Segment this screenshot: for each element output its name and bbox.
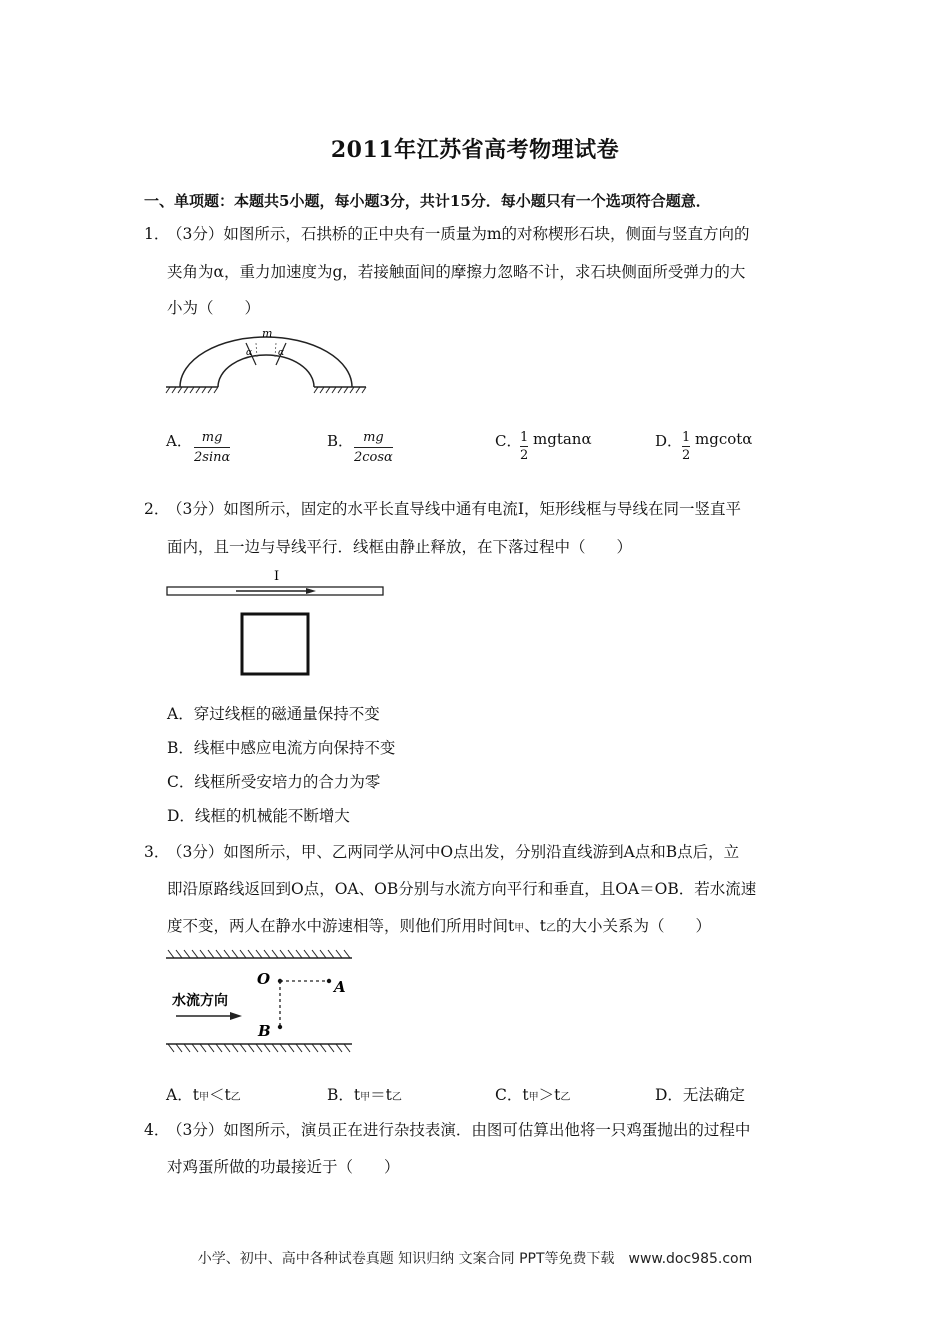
q3-line-3: 度不变，两人在静水中游速相等，则他们所用时间t甲、t乙的大小关系为（ ） [167, 917, 711, 935]
q3-label-o: O [257, 970, 271, 988]
q1-option-d-letter: D． [655, 432, 683, 450]
q1-option-c-fraction: 1 2 [520, 430, 529, 463]
q3-line-2: 即沿原路线返回到O点，OA、OB分别与水流方向平行和垂直，且OA＝OB．若水流速 [167, 880, 757, 898]
q1-option-d-text: mgcotα [695, 430, 753, 448]
q3-option-b: B．t甲＝t乙 [327, 1086, 402, 1104]
q2-option-a: A．穿过线框的磁通量保持不变 [167, 705, 380, 723]
q3-option-a: A．t甲＜t乙 [166, 1086, 241, 1104]
q1-line-3: 小为（ ） [167, 299, 261, 317]
page-title: 2011年江苏省高考物理试卷 [330, 137, 620, 163]
q2-number: 2． [144, 500, 170, 518]
q1-label-m: m [262, 327, 273, 340]
q4-line-2: 对鸡蛋所做的功最接近于（ ） [167, 1158, 400, 1176]
q1-line-1: （3分）如图所示，石拱桥的正中央有一质量为m的对称楔形石块，侧面与竖直方向的 [167, 225, 750, 243]
q2-line-1: （3分）如图所示，固定的水平长直导线中通有电流I，矩形线框与导线在同一竖直平 [167, 500, 741, 518]
q2-option-d: D．线框的机械能不断增大 [167, 807, 350, 825]
q1-line-2: 夹角为α，重力加速度为g，若接触面间的摩擦力忽略不计，求石块侧面所受弹力的大 [167, 263, 746, 281]
wire-frame-figure [166, 566, 386, 678]
q1-option-c-text: mgtanα [533, 430, 592, 448]
q3-option-c: C．t甲＞t乙 [495, 1086, 571, 1104]
q3-label-a: A [334, 978, 346, 996]
q1-label-alpha-right: α [278, 348, 285, 358]
river-figure [166, 948, 354, 1063]
q1-option-b-fraction: mg 2cosα [354, 430, 393, 465]
q4-number: 4． [144, 1121, 170, 1139]
q1-number: 1． [144, 225, 170, 243]
q1-option-c-letter: C． [495, 432, 522, 450]
q1-option-a-fraction: mg 2sinα [194, 430, 231, 465]
q3-label-b: B [258, 1022, 271, 1040]
q1-option-a-letter: A． [166, 432, 192, 450]
q3-option-d: D．无法确定 [655, 1086, 745, 1104]
q1-label-alpha-left: α [246, 348, 253, 358]
q2-label-current: I [274, 569, 280, 584]
q1-option-b-letter: B． [327, 432, 354, 450]
q2-line-2: 面内，且一边与导线平行．线框由静止释放，在下落过程中（ ） [167, 538, 633, 556]
q1-option-d-fraction: 1 2 [682, 430, 691, 463]
footer-banner: 小学、初中、高中各种试卷真题 知识归纳 文案合同 PPT等免费下载 www.doc985.com [197, 1251, 753, 1267]
q3-number: 3． [144, 843, 170, 861]
section-heading: 一、单项题：本题共5小题，每小题3分，共计15分．每小题只有一个选项符合题意． [144, 192, 711, 210]
q2-option-c: C．线框所受安培力的合力为零 [167, 773, 381, 791]
q4-line-1: （3分）如图所示，演员正在进行杂技表演．由图可估算出他将一只鸡蛋抛出的过程中 [167, 1121, 751, 1139]
q3-line-1: （3分）如图所示，甲、乙两同学从河中O点出发，分别沿直线游到A点和B点后，立 [167, 843, 740, 861]
q2-option-b: B．线框中感应电流方向保持不变 [167, 739, 396, 757]
arch-bridge-figure [166, 325, 366, 395]
q3-label-flow: 水流方向 [172, 993, 228, 1009]
